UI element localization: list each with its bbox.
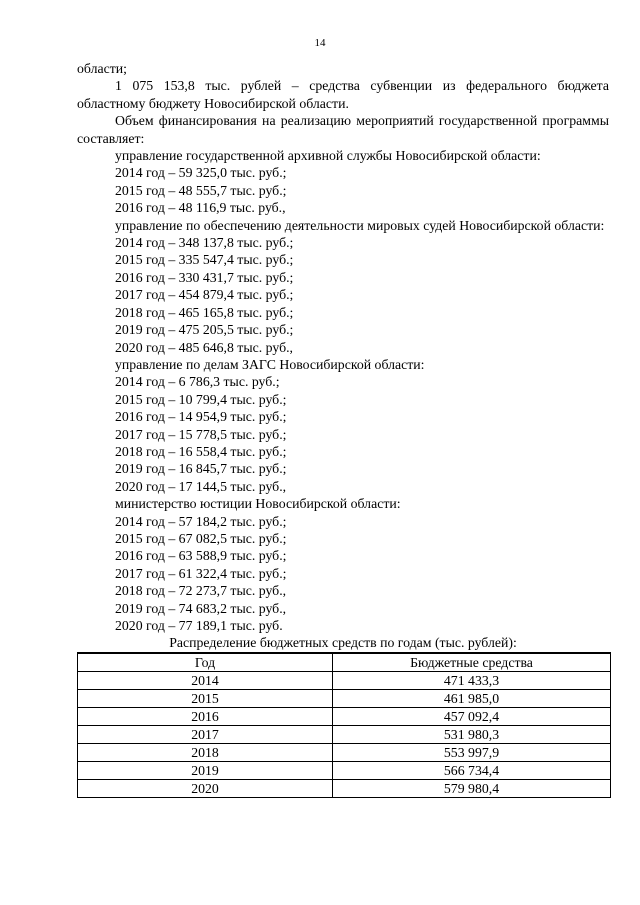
paragraph-8: 2014 год – 348 137,8 тыс. руб.; xyxy=(115,235,294,251)
header-year: Год xyxy=(78,653,333,672)
paragraph-26: 2016 год – 63 588,9 тыс. руб.; xyxy=(115,548,287,564)
cell-amount: 461 985,0 xyxy=(333,689,611,707)
cell-amount: 531 980,3 xyxy=(333,725,611,743)
page-number: 14 xyxy=(314,37,326,49)
paragraph-11: 2017 год – 454 879,4 тыс. руб.; xyxy=(115,287,294,303)
paragraph-29: 2019 год – 74 683,2 тыс. руб., xyxy=(115,600,287,616)
cell-amount: 457 092,4 xyxy=(333,707,611,725)
paragraph-22: 2020 год – 17 144,5 тыс. руб., xyxy=(115,478,287,494)
paragraph-list xyxy=(77,60,609,634)
paragraph-14: 2020 год – 485 646,8 тыс. руб., xyxy=(115,339,293,355)
cell-year: 2018 xyxy=(78,743,333,761)
table-row xyxy=(78,743,611,761)
header-budget: Бюджетные средства xyxy=(333,653,611,672)
paragraph-21: 2019 год – 16 845,7 тыс. руб.; xyxy=(115,461,287,477)
table-row xyxy=(78,671,611,689)
paragraph-30: 2020 год – 77 189,1 тыс. руб. xyxy=(115,618,283,633)
paragraph-15: управление по делам ЗАГС Новосибирской области: xyxy=(115,356,425,372)
table-body xyxy=(78,671,611,797)
table-row xyxy=(78,689,611,707)
paragraph-27: 2017 год – 61 322,4 тыс. руб.; xyxy=(115,565,287,581)
cell-year: 2019 xyxy=(78,761,333,779)
cell-year: 2015 xyxy=(78,689,333,707)
cell-year: 2016 xyxy=(78,707,333,725)
cell-year: 2020 xyxy=(78,779,333,797)
paragraph-3: управление государственной архивной службы Новосибирской области: xyxy=(115,148,541,164)
paragraph-4: 2014 год – 59 325,0 тыс. руб.; xyxy=(115,165,287,181)
paragraph-2: Объем финансирования на реализацию мероприятий государственной программы составляет: xyxy=(77,113,609,146)
paragraph-24: 2014 год – 57 184,2 тыс. руб.; xyxy=(115,513,287,529)
paragraph-6: 2016 год – 48 116,9 тыс. руб., xyxy=(115,200,286,216)
cell-year: 2014 xyxy=(78,671,333,689)
budget-table xyxy=(77,652,611,798)
paragraph-18: 2016 год – 14 954,9 тыс. руб.; xyxy=(115,409,287,425)
table-header-row xyxy=(78,653,611,672)
paragraph-20: 2018 год – 16 558,4 тыс. руб.; xyxy=(115,443,287,459)
table-row xyxy=(78,725,611,743)
paragraph-5: 2015 год – 48 555,7 тыс. руб.; xyxy=(115,182,287,198)
table-title: Распределение бюджетных средств по годам (тыс. рублей): xyxy=(169,635,517,651)
document-body xyxy=(77,60,609,798)
cell-amount: 566 734,4 xyxy=(333,761,611,779)
paragraph-7: управление по обеспечению деятельности мировых судей Новосибирской области: xyxy=(115,217,605,233)
paragraph-10: 2016 год – 330 431,7 тыс. руб.; xyxy=(115,269,294,285)
cell-amount: 471 433,3 xyxy=(333,671,611,689)
table-row xyxy=(78,779,611,797)
paragraph-1: 1 075 153,8 тыс. рублей – средства субвенции из федерального бюджета областному бюджету Новосибирской области. xyxy=(77,78,609,111)
paragraph-16: 2014 год – 6 786,3 тыс. руб.; xyxy=(115,374,280,390)
paragraph-28: 2018 год – 72 273,7 тыс. руб., xyxy=(115,583,287,599)
paragraph-0: области; xyxy=(77,61,127,76)
paragraph-12: 2018 год – 465 165,8 тыс. руб.; xyxy=(115,304,294,320)
paragraph-17: 2015 год – 10 799,4 тыс. руб.; xyxy=(115,391,287,407)
cell-amount: 579 980,4 xyxy=(333,779,611,797)
paragraph-25: 2015 год – 67 082,5 тыс. руб.; xyxy=(115,530,287,546)
table-row xyxy=(78,707,611,725)
table-row xyxy=(78,761,611,779)
paragraph-23: министерство юстиции Новосибирской области: xyxy=(115,496,401,512)
cell-year: 2017 xyxy=(78,725,333,743)
paragraph-13: 2019 год – 475 205,5 тыс. руб.; xyxy=(115,322,294,338)
paragraph-9: 2015 год – 335 547,4 тыс. руб.; xyxy=(115,252,294,268)
paragraph-19: 2017 год – 15 778,5 тыс. руб.; xyxy=(115,426,287,442)
cell-amount: 553 997,9 xyxy=(333,743,611,761)
